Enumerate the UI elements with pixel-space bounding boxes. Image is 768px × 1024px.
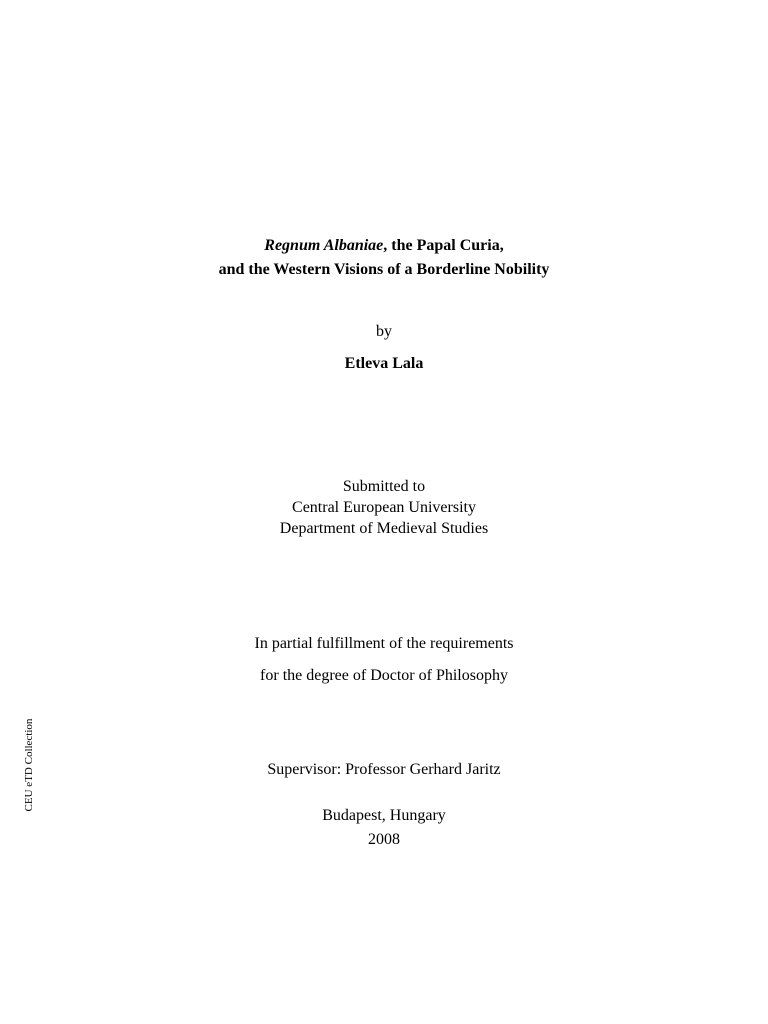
submitted-to-label: Submitted to — [342, 478, 426, 495]
place-line: Budapest, Hungary — [322, 807, 446, 824]
fulfillment-line-1: In partial fulfillment of the requirements — [254, 635, 514, 652]
collection-watermark — [14, 710, 44, 820]
year-line: 2008 — [368, 831, 400, 848]
fulfillment-line-2: for the degree of Doctor of Philosophy — [260, 667, 508, 684]
thesis-title-line-1 — [0, 236, 768, 256]
thesis-title-italic: Regnum Albaniae — [264, 237, 384, 254]
thesis-title-rest: , the Papal Curia, — [383, 237, 504, 254]
collection-watermark-text: CEU eTD Collection — [23, 718, 35, 812]
author-name: Etleva Lala — [344, 355, 424, 372]
supervisor-line: Supervisor: Professor Gerhard Jaritz — [267, 761, 501, 778]
thesis-title-line-2: and the Western Visions of a Borderline Nobility — [218, 261, 550, 278]
by-label: by — [376, 323, 392, 340]
university-name: Central European University — [292, 499, 476, 516]
department-name: Department of Medieval Studies — [279, 520, 489, 537]
